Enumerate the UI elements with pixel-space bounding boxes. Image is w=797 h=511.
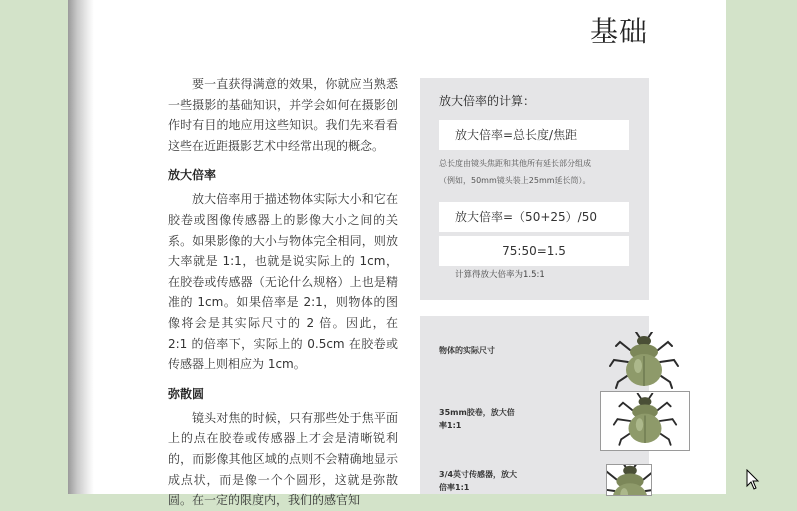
body-text-column	[168, 74, 398, 511]
ratio-box: 75:50=1.5	[439, 236, 629, 266]
calc-note-line-2: （例如，50mm镜头装上25mm延长筒）。	[439, 176, 591, 185]
beetle-illustration-sensor	[606, 464, 652, 496]
formula-box: 放大倍率=总长度/焦距	[439, 120, 629, 150]
row-label-actual-size: 物体的实际尺寸	[439, 346, 495, 355]
calc-result: 计算得放大倍率为1.5:1	[455, 270, 545, 280]
page-gutter-shadow	[68, 0, 94, 494]
section-heading-magnification: 放大倍率	[168, 168, 217, 183]
mouse-pointer-icon	[746, 469, 760, 491]
section-heading-circle-of-confusion: 弥散圆	[168, 386, 205, 401]
row-label-sensor: 3/4英寸传感器，放大倍率1:1	[439, 470, 518, 492]
beetle-illustration-35mm	[612, 393, 678, 449]
calc-panel-title: 放大倍率的计算：	[439, 94, 536, 108]
sensor-frame-three-quarter-inch	[606, 464, 652, 496]
example-box: 放大倍率=（50+25）/50	[439, 202, 629, 232]
section-text-circle-of-confusion: 镜头对焦的时候，只有那些处于焦平面上的点在胶卷或传感器上才会是清晰锐利的，而影像其他区域的点则不会精确地显示成点状，而是像一个个圆形，这就是弥散圆。在一定的限度内，我们的感官知	[168, 410, 398, 508]
page-title: 基础	[589, 15, 648, 48]
intro-paragraph: 要一直获得满意的效果，你就应当熟悉一些摄影的基础知识，并学会如何在摄影创作时有目的地应用这些知识。我们先来看看这些在近距摄影艺术中经常出现的概念。	[168, 77, 398, 153]
beetle-comparison-panel	[420, 316, 649, 494]
beetle-illustration-actual	[608, 332, 680, 392]
section-text-magnification: 放大倍率用于描述物体实际大小和它在胶卷或图像传感器上的影像大小之间的关系。如果影像的大小与物体完全相同，则放大率就是 1:1，也就是说实际上的 1cm，在胶卷或传感器（无论什么规格）上也是精准的 1cm。如果倍率是 2:1，则物体的图像将会是其实际尺寸的 2 倍。因此，在 2:1 的倍率下，实际上的 0.5cm 在胶卷或传感器上则相应为 1cm。	[168, 192, 398, 372]
book-page	[68, 0, 726, 508]
magnification-calc-panel	[420, 78, 649, 300]
row-label-35mm-film: 35mm胶卷，放大倍率1:1	[439, 408, 515, 430]
calc-note-line-1: 总长度由镜头焦距和其他所有延长部分组成	[439, 159, 591, 168]
